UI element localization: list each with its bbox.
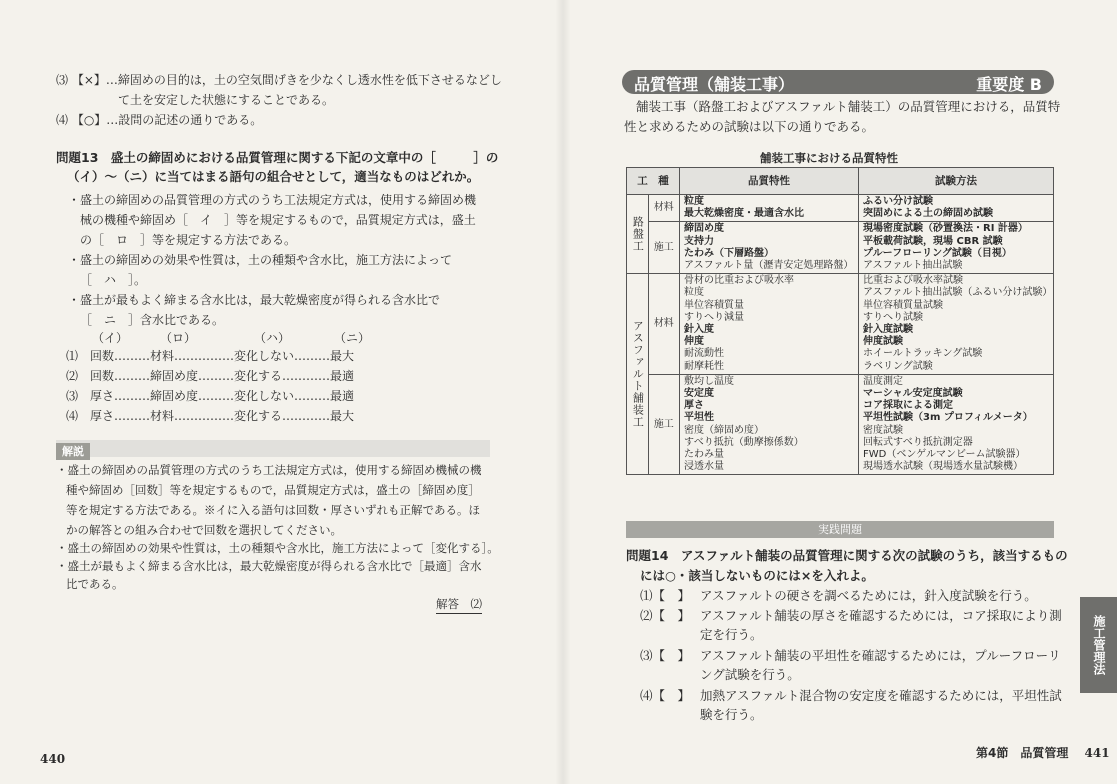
choice-header: （イ）: [92, 331, 129, 345]
quality-property-cell: [680, 374, 859, 475]
test-method: 単位容積質量試験: [863, 299, 943, 311]
category-cell: 材料: [648, 274, 679, 375]
test-method: 突固めによる土の締固め試験: [863, 208, 993, 220]
section-title: 品質管理（舗装工事）: [634, 75, 795, 94]
test-method: 温度測定: [863, 375, 903, 387]
page-number-right: 441: [1084, 746, 1110, 760]
table-row: [627, 274, 1054, 375]
category-cell: 施工: [648, 374, 679, 475]
q14-item-text: ング試験を行う。: [700, 667, 800, 682]
q14-item-number: ⑵【 】: [640, 608, 691, 623]
test-method-cell: [859, 374, 1054, 475]
test-method: 現場透水試験（現場透水量試験機）: [863, 461, 1023, 473]
quality-property: 安定度: [684, 388, 714, 400]
page-fold: [555, 0, 571, 784]
quality-property: 骨材の比重および吸水率: [684, 275, 794, 287]
test-method: アスファルト抽出試験: [863, 260, 963, 272]
table-row: [627, 374, 1054, 475]
quality-property: すべり抵抗（動摩擦係数）: [684, 436, 804, 448]
test-method: アスファルト抽出試験（ふるい分け試験）: [863, 287, 1053, 299]
quality-property: 耐摩耗性: [684, 360, 724, 372]
quality-property: すりへり減量: [684, 311, 744, 323]
quality-property: 敷均し温度: [684, 375, 734, 387]
test-method: 回転式すべり抵抗測定器: [863, 436, 973, 448]
intro-line: て土を安定した状態にすることである。: [118, 93, 335, 107]
test-method: 比重および吸水率試験: [863, 275, 963, 287]
quality-property: たわみ（下層路盤）: [684, 247, 774, 259]
quality-property: 締固め度: [684, 223, 724, 235]
question-13-text: の［ ロ ］等を規定する方法である。: [80, 233, 297, 247]
test-method: ホイールトラッキング試験: [863, 348, 983, 360]
question-13-text: ［ ハ ］。: [80, 273, 147, 287]
quality-property: 最大乾燥密度・最適含水比: [684, 208, 804, 220]
quality-property: たわみ量: [684, 449, 724, 461]
explanation-line: かの解答との組み合わせで回数を選択してください。: [66, 523, 342, 537]
test-method: 平坦性試験（3m プロフィルメータ）: [863, 412, 1033, 424]
explanation-label: 解説: [56, 443, 90, 460]
explanation-line: ・盛土の締固めの効果や性質は，土の種類や含水比，施工方法によって［変化する］。: [56, 541, 499, 555]
q14-item-number: ⑴【 】: [640, 588, 691, 603]
table-body: [627, 195, 1054, 475]
quality-property: 密度（締固め度）: [684, 424, 764, 436]
table-row: [627, 195, 1054, 222]
quality-property-cell: [680, 274, 859, 375]
q14-item-text: アスファルトの硬さを調べるためには，針入度試験を行う。: [700, 588, 1037, 603]
table-caption: 舗装工事における品質特性: [760, 151, 898, 165]
question-13-text: ・盛土が最もよく締まる含水比は，最大乾燥密度が得られる含水比で: [68, 293, 441, 307]
explanation-line: 種や締固め［回数］等を規定するもので，品質規定方式は，盛土の［締固め度］: [66, 483, 480, 497]
question-13-text: ・盛土の締固めの効果や性質は，土の種類や含水比，施工方法によって: [68, 253, 453, 267]
question-13-title: 問題13 盛土の締固めにおける品質管理に関する下記の文章中の［ ］の: [56, 150, 499, 165]
test-method: FWD（ベンゲルマンビーム試験器）: [863, 449, 1026, 461]
question-13-text: 械の機種や締固め［ イ ］等を規定するもので，品質規定方式は，盛土: [80, 213, 476, 227]
quality-property-cell: [680, 222, 859, 274]
footer-section: 第4節 品質管理: [976, 746, 1069, 760]
test-method: ラベリング試験: [863, 360, 933, 372]
quality-property: 粒度: [684, 196, 704, 207]
quality-property: 耐流動性: [684, 348, 724, 360]
importance-badge: 重要度 B: [976, 75, 1042, 94]
test-method: コア採取による測定: [863, 400, 953, 412]
page-number-left: 440: [40, 752, 66, 766]
q14-item-text: 定を行う。: [700, 627, 763, 642]
test-method: すりへり試験: [863, 311, 923, 323]
table-header: 試験方法: [859, 168, 1054, 195]
quality-property: 厚さ: [684, 400, 704, 412]
test-method: 現場密度試験（砂置換法・RI 計器）: [863, 223, 1028, 235]
practice-header: 実践問題: [626, 521, 1054, 538]
explanation-line: ・盛土の締固めの品質管理の方式のうち工法規定方式は，使用する締固め機械の機: [56, 463, 482, 477]
test-method: 伸度試験: [863, 336, 903, 348]
answer-choice: ⑴ 回数………材料……………変化しない………最大: [66, 349, 355, 363]
answer-choice: ⑵ 回数………締固め度………変化する…………最適: [66, 369, 355, 383]
q14-item-text: 験を行う。: [700, 707, 763, 722]
answer-choice: ⑶ 厚さ………締固め度………変化しない………最適: [66, 389, 355, 403]
page-footer: [976, 744, 1110, 761]
work-type-cell: 路盤工: [627, 195, 649, 274]
test-method: マーシャル安定度試験: [863, 388, 963, 400]
quality-property: アスファルト量（瀝青安定処理路盤）: [684, 260, 854, 272]
q14-item-text: 加熱アスファルト混合物の安定度を確認するためには，平坦性試: [700, 688, 1062, 703]
question-13-text: ・盛土の締固めの品質管理の方式のうち工法規定方式は，使用する締固め機: [68, 193, 477, 207]
quality-property: 単位容積質量: [684, 299, 744, 311]
choice-header: （ハ）: [254, 331, 291, 345]
chapter-side-tab[interactable]: 施工管理法: [1080, 597, 1117, 693]
answer-choice: ⑷ 厚さ………材料……………変化する…………最大: [66, 409, 355, 423]
question-14-title: 問題14 アスファルト舗装の品質管理に関する次の試験のうち，該当するもの: [626, 548, 1068, 563]
question-13-text: ［ ニ ］含水比である。: [80, 313, 225, 327]
test-method-cell: [859, 222, 1054, 274]
quality-property: 支持力: [684, 235, 714, 247]
section-header: [622, 70, 1054, 94]
test-method: プルーフローリング試験（目視）: [863, 247, 1012, 259]
test-method: 平板載荷試験，現場 CBR 試験: [863, 235, 1003, 247]
explanation-header: [56, 440, 490, 457]
q14-item-text: アスファルト舗装の厚さを確認するためには，コア採取により測: [700, 608, 1062, 623]
test-method-cell: [859, 195, 1054, 222]
category-cell: 施工: [648, 222, 679, 274]
category-cell: 材料: [648, 195, 679, 222]
table-row: [627, 222, 1054, 274]
test-method-cell: [859, 274, 1054, 375]
quality-property: 針入度: [684, 324, 714, 336]
q14-item-text: アスファルト舗装の平坦性を確認するためには，プルーフローリ: [700, 648, 1061, 663]
question-13-title: （イ）～（ニ）に当てはまる語句の組合せとして，適当なものはどれか。: [67, 169, 480, 184]
section-intro: 性と求めるための試験は以下の通りである。: [624, 119, 875, 134]
q14-item-number: ⑶【 】: [640, 648, 691, 663]
table-header: 品質特性: [680, 168, 859, 195]
q14-item-number: ⑷【 】: [640, 688, 691, 703]
answer-label: 解答 ⑵: [436, 596, 482, 614]
intro-line: ⑶ 【×】…締固めの目的は，土の空気間げきを少なくし透水性を低下させるなどし: [56, 73, 502, 87]
section-intro: 舗装工事（路盤工およびアスファルト舗装工）の品質管理における，品質特: [636, 99, 1061, 114]
test-method: ふるい分け試験: [863, 196, 933, 207]
quality-property: 平坦性: [684, 412, 714, 424]
intro-line: ⑷ 【○】…設問の記述の通りである。: [56, 113, 263, 127]
explanation-line: ・盛土が最もよく締まる含水比は，最大乾燥密度が得られる含水比で［最適］含水: [56, 559, 482, 573]
explanation-line: 比である。: [66, 577, 124, 591]
work-type-cell: アスファルト舗装工: [627, 274, 649, 475]
quality-property-cell: [680, 195, 859, 222]
question-14-title: には○・該当しないものには×を入れよ。: [640, 568, 874, 583]
test-method: 針入度試験: [863, 324, 913, 336]
quality-property: 伸度: [684, 336, 704, 348]
quality-property: 粒度: [684, 287, 704, 299]
quality-table: [626, 167, 1054, 475]
choice-header: （ロ）: [160, 331, 197, 345]
explanation-line: 等を規定する方法である。※イに入る語句は回数・厚さいずれも正解である。ほ: [66, 503, 480, 517]
choice-header: （ニ）: [334, 331, 371, 345]
quality-property: 浸透水量: [684, 461, 724, 473]
test-method: 密度試験: [863, 424, 903, 436]
table-header: 工 種: [627, 168, 680, 195]
